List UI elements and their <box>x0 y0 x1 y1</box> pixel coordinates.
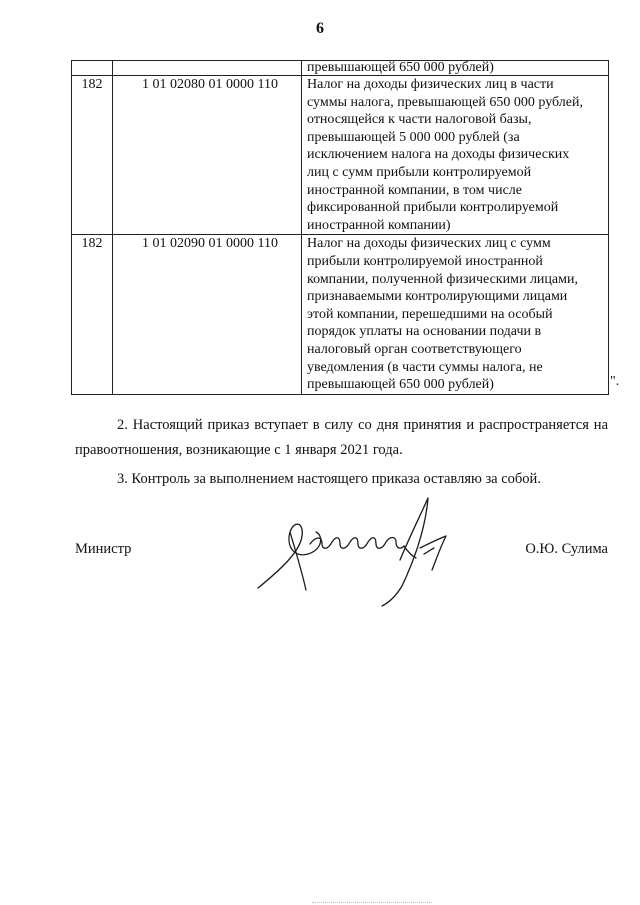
page-number: 6 <box>316 20 324 37</box>
description-line: налоговый орган соответствующего <box>307 341 522 357</box>
table-row <box>72 61 609 76</box>
footer-rule <box>312 902 432 903</box>
table-row <box>72 235 609 394</box>
description-line: лиц с сумм прибыли контролируемой <box>307 164 532 180</box>
description-line: порядок уплаты на основании подачи в <box>307 324 542 340</box>
description-line: превышающей 5 000 000 рублей (за <box>307 129 520 145</box>
handwritten-signature <box>250 492 465 607</box>
description-line: иностранной компании, в том числе <box>307 182 522 198</box>
description-line: суммы налога, превышающей 650 000 рублей, <box>307 94 584 110</box>
paragraph-control: 3. Контроль за выполнением настоящего приказа оставляю за собой. <box>117 471 541 487</box>
table-row <box>72 76 609 235</box>
description-line: уведомления (в части суммы налога, не <box>307 359 543 375</box>
admin-code-cell: 182 <box>72 235 113 394</box>
description-line: относящейся к части налоговой базы, <box>307 112 532 128</box>
description-line: фиксированной прибыли контролируемой <box>307 200 559 216</box>
budget-codes-table <box>71 60 609 395</box>
description-cell <box>302 76 609 235</box>
kbk-cell: 1 01 02090 01 0000 110 <box>113 235 302 394</box>
description-cell <box>302 235 609 394</box>
description-line: компании, полученной физическими лицами, <box>307 271 578 287</box>
description-line: исключением налога на доходы физических <box>307 147 570 163</box>
admin-code-cell <box>72 61 113 76</box>
kbk-cell <box>113 61 302 76</box>
description-cell: превышающей 650 000 рублей) <box>302 61 609 76</box>
signatory-name: О.Ю. Сулима <box>525 541 608 557</box>
description-line: признаваемыми контролирующими лицами <box>307 289 568 305</box>
description-line: иностранной компании) <box>307 217 451 233</box>
closing-quote: ". <box>610 374 620 389</box>
description-line: превышающей 650 000 рублей) <box>307 377 494 393</box>
signatory-title: Министр <box>75 541 132 557</box>
description-line: Налог на доходы физических лиц с сумм <box>307 236 551 252</box>
description-line: Налог на доходы физических лиц в части <box>307 77 554 92</box>
paragraph-effective-date: 2. Настоящий приказ вступает в силу со дня принятия и распространяется на правоотношения, возникающие с 1 января 2021 года. <box>75 417 608 458</box>
admin-code-cell: 182 <box>72 76 113 235</box>
description-line: этой компании, перешедшими на особый <box>307 306 553 322</box>
description-line: прибыли контролируемой иностранной <box>307 253 543 269</box>
kbk-cell: 1 01 02080 01 0000 110 <box>113 76 302 235</box>
